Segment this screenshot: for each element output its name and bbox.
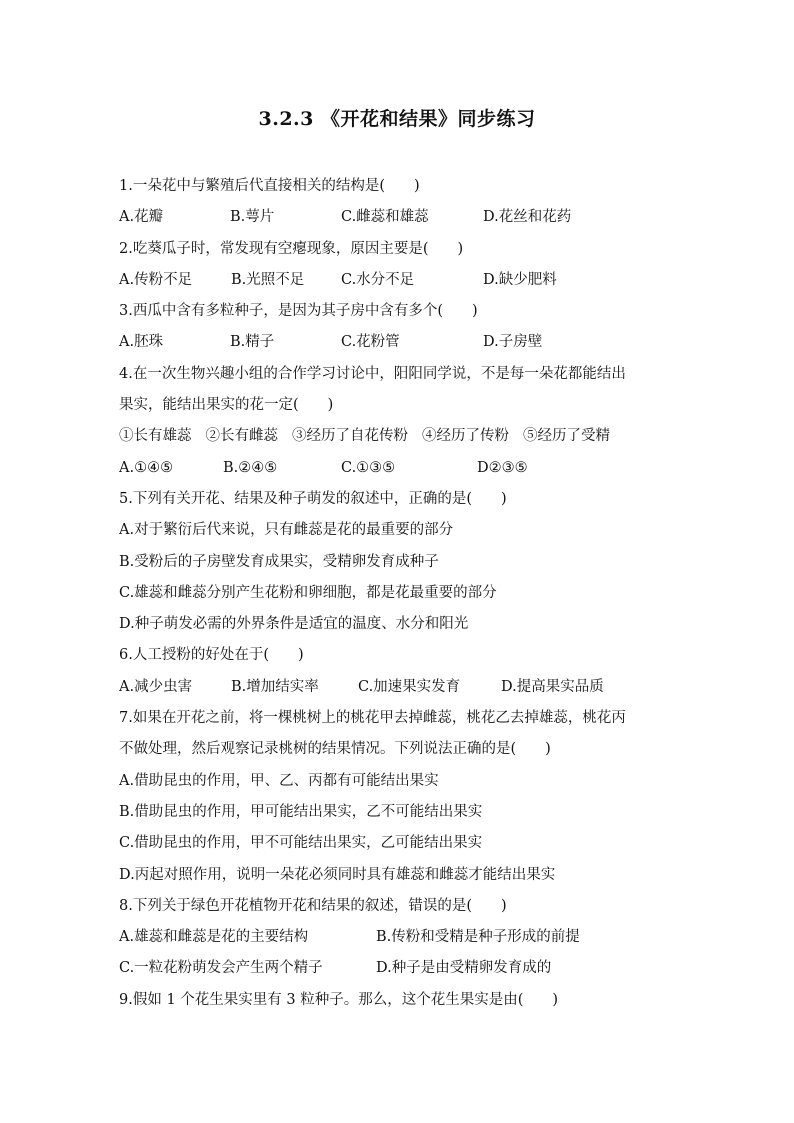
question-3-stem: 3.西瓜中含有多粒种子，是因为其子房中含有多个( ) xyxy=(119,303,478,320)
option-b: B.萼片 xyxy=(230,209,275,226)
statement-1: ①长有雄蕊 xyxy=(119,428,192,445)
option-c: C.①③⑤ xyxy=(341,459,396,476)
question-4-stem-line-1: 4.在一次生物兴趣小组的合作学习讨论中，阳阳同学说，不是每一朵花都能结出 xyxy=(119,365,626,382)
question-4-statements xyxy=(119,421,679,452)
question-2-options xyxy=(119,265,679,296)
option-a: A.雄蕊和雌蕊是花的主要结构 xyxy=(119,929,309,946)
option-b: B.光照不足 xyxy=(231,271,305,288)
option-c: C.雄蕊和雌蕊分别产生花粉和卵细胞，都是花最重要的部分 xyxy=(119,584,497,601)
statement-4: ④经历了传粉 xyxy=(422,428,509,445)
option-a: A.对于繁衍后代来说，只有雌蕊是花的最重要的部分 xyxy=(119,522,454,539)
question-9-stem: 9.假如 1 个花生果实里有 3 粒种子。那么，这个花生果实是由( ) xyxy=(119,991,559,1008)
question-6-stem: 6.人工授粉的好处在于( ) xyxy=(119,647,304,664)
option-c: C.一粒花粉萌发会产生两个精子 xyxy=(119,960,323,977)
question-8-stem: 8.下列关于绿色开花植物开花和结果的叙述，错误的是( ) xyxy=(119,897,507,914)
option-b: B.受粉后的子房壁发育成果实，受精卵发育成种子 xyxy=(119,553,439,570)
option-d: D.子房壁 xyxy=(483,334,543,351)
option-b: B.精子 xyxy=(230,334,275,351)
option-d: D②③⑤ xyxy=(477,459,528,476)
option-c: C.花粉管 xyxy=(341,334,400,351)
option-a: A.传粉不足 xyxy=(119,271,193,288)
option-d: D.丙起对照作用，说明一朵花必须同时具有雄蕊和雌蕊才能结出果实 xyxy=(119,866,556,883)
option-c: C.雌蕊和雄蕊 xyxy=(341,209,429,226)
question-8-options-row-1 xyxy=(119,922,679,953)
question-1-options xyxy=(119,202,679,233)
option-b: B.借助昆虫的作用，甲可能结出果实，乙不可能结出果实 xyxy=(119,803,483,820)
option-d: D.花丝和花药 xyxy=(483,209,572,226)
option-c: C.水分不足 xyxy=(341,271,415,288)
option-a: A.借助昆虫的作用，甲、乙、丙都有可能结出果实 xyxy=(119,772,439,789)
option-d: D.种子萌发必需的外界条件是适宜的温度、水分和阳光 xyxy=(119,616,469,633)
option-c: C.借助昆虫的作用，甲不可能结出果实，乙可能结出果实 xyxy=(119,835,483,852)
question-7-stem-line-2: 不做处理，然后观察记录桃树的结果情况。下列说法正确的是( ) xyxy=(119,741,551,758)
option-a: A.胚珠 xyxy=(119,334,164,351)
question-2-stem: 2.吃葵瓜子时，常发现有空瘪现象，原因主要是( ) xyxy=(119,240,464,257)
option-c: C.加速果实发育 xyxy=(358,678,461,695)
question-8-options-row-2 xyxy=(119,953,679,984)
question-6-options xyxy=(119,672,679,703)
option-d: D.缺少肥料 xyxy=(483,271,557,288)
option-a: A.①④⑤ xyxy=(119,459,174,476)
option-a: A.花瓣 xyxy=(119,209,164,226)
question-list xyxy=(119,171,679,1016)
question-4-stem-line-2: 果实，能结出果实的花一定( ) xyxy=(119,397,334,414)
question-5-stem: 5.下列有关开花、结果及种子萌发的叙述中，正确的是( ) xyxy=(119,490,507,507)
option-d: D.种子是由受精卵发育成的 xyxy=(376,960,552,977)
statement-5: ⑤经历了受精 xyxy=(523,428,610,445)
question-7-stem-line-1: 7.如果在开花之前，将一棵桃树上的桃花甲去掉雌蕊，桃花乙去掉雄蕊，桃花丙 xyxy=(119,710,626,727)
option-a: A.减少虫害 xyxy=(119,678,193,695)
question-3-options xyxy=(119,327,679,358)
option-b: B.②④⑤ xyxy=(223,459,278,476)
question-4-options xyxy=(119,453,679,484)
question-1-stem: 1.一朵花中与繁殖后代直接相关的结构是( ) xyxy=(119,178,420,194)
statement-2: ②长有雌蕊 xyxy=(205,428,278,445)
option-b: B.增加结实率 xyxy=(231,678,319,695)
page-title: 3.2.3 《开花和结果》同步练习 xyxy=(258,108,536,130)
option-d: D.提高果实品质 xyxy=(501,678,604,695)
option-b: B.传粉和受精是种子形成的前提 xyxy=(376,929,580,946)
statement-3: ③经历了自花传粉 xyxy=(292,428,408,445)
